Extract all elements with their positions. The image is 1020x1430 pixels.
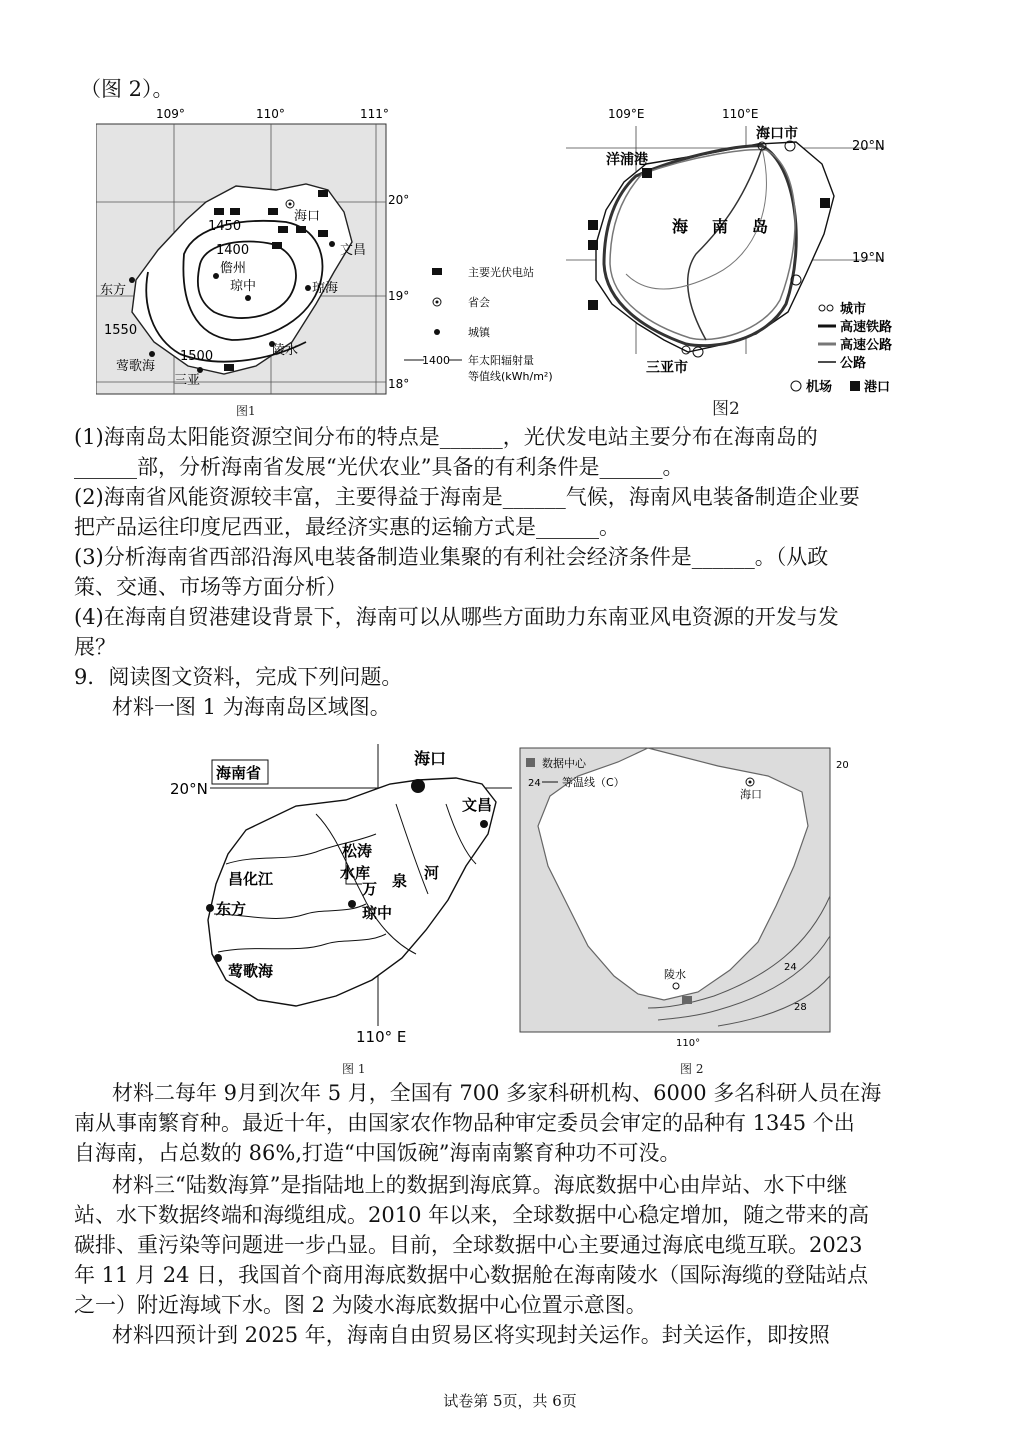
fig2-top-caption: 图2 <box>712 399 740 419</box>
lat-label-20-bottom: 20 <box>836 760 849 771</box>
question-9-heading: 9．阅读图文资料，完成下列问题。 <box>74 665 403 689</box>
place-lingshui: 陵水 <box>272 343 299 358</box>
lat-label-18: 18° <box>388 377 410 391</box>
data-center-marker <box>682 996 692 1004</box>
material-2-line-3: 自海南，占总数的 86%,打造“中国饭碗”海南南繁育种功不可没。 <box>74 1141 681 1165</box>
legend-port: 港口 <box>864 380 891 395</box>
place-haikou-c: 海口 <box>740 788 762 801</box>
label-he: 河 <box>424 864 440 882</box>
legend-pv: 主要光伏电站 <box>468 266 534 279</box>
figure-intro-label: （图 2）。 <box>80 77 174 101</box>
place-haikou: 海口 <box>294 209 321 224</box>
isoline-label-1550: 1550 <box>104 323 138 338</box>
legend-isotherm: 等温线（C） <box>562 776 625 789</box>
legend-hsr: 高速铁路 <box>840 320 893 335</box>
legend-line-value: 1400 <box>422 354 450 367</box>
place-qiongzhong: 琼中 <box>230 279 257 294</box>
isoline-label-1500: 1500 <box>180 349 214 364</box>
legend-capital: 省会 <box>468 296 490 309</box>
legend-radiation: 年太阳辐射量 <box>468 354 534 367</box>
place-yinggehai-b: 莺歌海 <box>228 962 274 980</box>
question-1-line-2: ______部，分析海南省发展“光伏农业”具备的有利条件是______。 <box>74 455 684 479</box>
label-songtao: 松涛 <box>342 842 373 860</box>
fig1-bottom-caption: 图 1 <box>342 1062 366 1076</box>
material-3-line-5: 之一）附近海域下水。图 2 为陵水海底数据中心位置示意图。 <box>74 1293 647 1317</box>
place-yinggehai: 莺歌海 <box>116 359 156 374</box>
legend-airport: 机场 <box>806 380 833 395</box>
place-dongfang-b: 东方 <box>216 900 247 918</box>
label-quan: 泉 <box>392 872 408 890</box>
material-3-line-1: 材料三“陆数海算”是指陆地上的数据到海底算。海底数据中心由岸站、水下中继 <box>112 1173 848 1197</box>
label-reservoir: 水库 <box>340 864 371 882</box>
island-label-hai: 海 <box>672 217 689 236</box>
question-2-line-2: 把产品运往印度尼西亚，最经济实惠的运输方式是______。 <box>74 515 620 539</box>
lon-label-110e-bottom: 110° E <box>356 1028 407 1046</box>
material-3-line-3: 碳排、重污染等问题进一步凸显。目前，全球数据中心主要通过海底电缆互联。2023 <box>74 1233 863 1257</box>
place-qiongzhong-b: 琼中 <box>362 904 393 922</box>
place-wenchang: 文昌 <box>340 243 367 258</box>
place-dongfang: 东方 <box>100 283 127 298</box>
isoline-label-1450: 1450 <box>208 219 242 234</box>
lat-label-20n-bottom: 20°N <box>170 780 208 798</box>
question-4-line-2: 展？ <box>74 635 116 659</box>
question-2-line-1: (2)海南省风能资源较丰富，主要得益于海南是______气候，海南风电装备制造企业要 <box>74 485 860 509</box>
data-center-map <box>518 746 864 1046</box>
lon-label-109e: 109°E <box>608 107 645 121</box>
place-haikou-b: 海口 <box>414 749 447 768</box>
legend-isoline: 等值线(kWh/m²) <box>468 370 553 383</box>
material-2-line-2: 南从事南繁育种。最近十年，由国家农作物品种审定委员会审定的品种有 1345 个出 <box>74 1111 855 1135</box>
material-1-text: 材料一图 1 为海南岛区域图。 <box>112 695 391 719</box>
isoline-label-1400: 1400 <box>216 243 250 258</box>
place-yangpu-port: 洋浦港 <box>606 152 648 168</box>
lon-label-110-bottom: 110° <box>676 1038 701 1046</box>
lon-label-110: 110° <box>256 107 285 121</box>
fig1-top-caption: 图1 <box>236 404 256 418</box>
material-3-line-4: 年 11 月 24 日，我国首个商用海底数据中心数据舱在海南陵水（国际海缆的登陆站点 <box>74 1263 869 1287</box>
legend-road: 公路 <box>840 356 867 371</box>
question-1-line-1: (1)海南岛太阳能资源空间分布的特点是______，光伏发电站主要分布在海南岛的 <box>74 425 818 449</box>
legend-city: 城市 <box>840 302 867 317</box>
label-changhua-river: 昌化江 <box>228 870 274 888</box>
island-label-nan: 南 <box>712 217 729 236</box>
question-3-line-1: (3)分析海南省西部沿海风电装备制造业集聚的有利社会经济条件是______。（从政 <box>74 545 829 569</box>
label-wan: 万 <box>362 880 378 898</box>
map-title-hainan: 海南省 <box>216 764 262 782</box>
place-danzhou: 儋州 <box>220 261 247 276</box>
page-footer: 试卷第 5页，共 6页 <box>443 1392 577 1410</box>
lon-label-109: 109° <box>156 107 185 121</box>
place-sanya-city: 三亚市 <box>646 360 688 376</box>
place-sanya: 三亚 <box>174 373 201 388</box>
isotherm-label-28: 28 <box>794 1002 807 1013</box>
legend-isotherm-value: 24 <box>528 778 541 789</box>
solar-radiation-map <box>96 104 566 404</box>
legend-expressway: 高速公路 <box>840 338 893 353</box>
lon-label-111: 111° <box>360 107 389 121</box>
lat-label-20: 20° <box>388 193 410 207</box>
material-4-line-1: 材料四预计到 2025 年，海南自由贸易区将实现封关运作。封关运作，即按照 <box>112 1323 830 1347</box>
question-3-line-2: 策、交通、市场等方面分析） <box>74 575 347 599</box>
place-lingshui-c: 陵水 <box>664 968 686 981</box>
lon-label-110e: 110°E <box>722 107 759 121</box>
lat-label-19n: 19°N <box>852 251 885 266</box>
lat-label-20n: 20°N <box>852 139 885 154</box>
place-qionghai: 琼海 <box>312 281 339 296</box>
island-label-dao: 岛 <box>752 217 769 236</box>
question-4-line-1: (4)在海南自贸港建设背景下，海南可以从哪些方面助力东南亚风电资源的开发与发 <box>74 605 839 629</box>
hainan-region-map <box>166 744 512 1060</box>
place-wenchang-b: 文昌 <box>462 796 493 814</box>
legend-data-center: 数据中心 <box>542 757 586 770</box>
place-haikou-city: 海口市 <box>756 126 798 142</box>
legend-town: 城镇 <box>468 326 490 339</box>
lat-label-19: 19° <box>388 289 410 303</box>
material-3-line-2: 站、水下数据终端和海缆组成。2010 年以来，全球数据中心稳定增加，随之带来的高 <box>74 1203 870 1227</box>
isotherm-label-24: 24 <box>784 962 797 973</box>
transport-map <box>566 104 926 404</box>
fig2-bottom-caption: 图 2 <box>680 1062 704 1076</box>
material-2-line-1: 材料二每年 9月到次年 5 月，全国有 700 多家科研机构、6000 多名科研人员在海 <box>112 1081 882 1105</box>
